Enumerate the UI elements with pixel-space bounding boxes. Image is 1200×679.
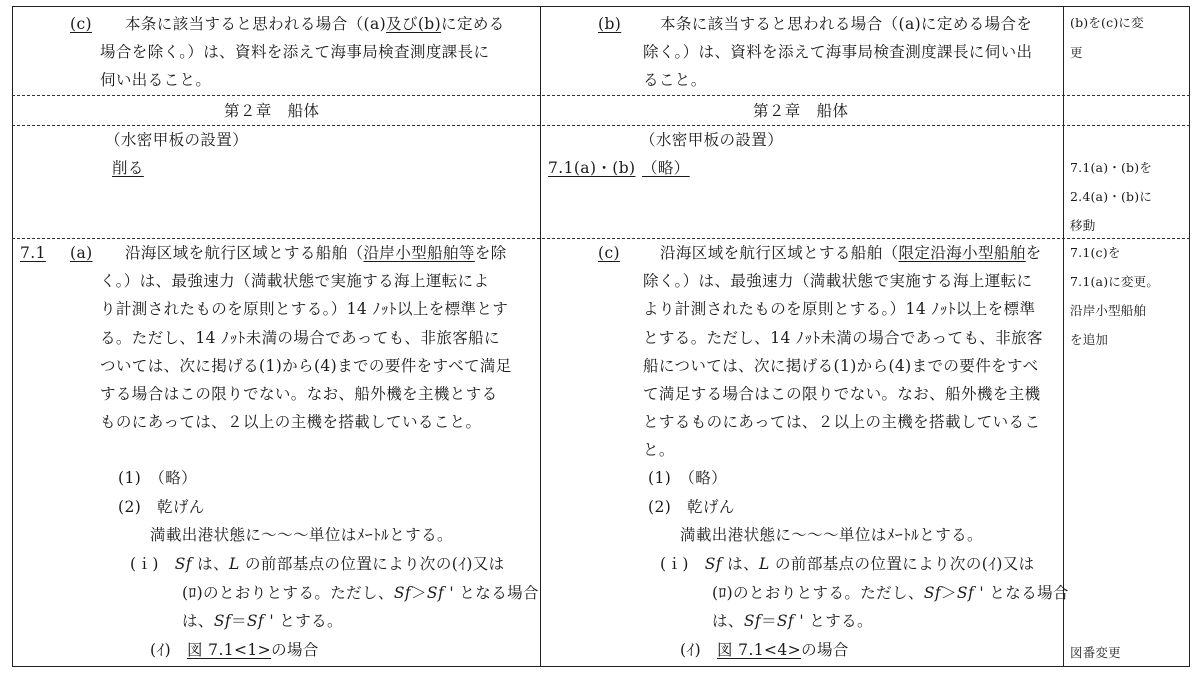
top-right-label: (b) [598, 15, 622, 33]
main-right-item-i-line3: は、Sf＝Sf ' とする。 [712, 612, 873, 630]
main-note-figure-change: 図番変更 [1070, 645, 1121, 660]
top-right-line3: ること。 [643, 71, 707, 89]
watertight-number-right: 7.1(a)・(b) [548, 159, 636, 177]
column-divider-center [540, 6, 541, 667]
row-divider-1 [12, 95, 1190, 96]
chapter-heading-left: 第２章 船体 [224, 102, 320, 120]
watertight-note-line3: 移動 [1070, 218, 1096, 233]
main-left-item1: (1) （略） [118, 469, 198, 487]
watertight-omitted-right: （略） [642, 159, 690, 177]
main-left-item-i-line2: (ﾛ)のとおりとする。ただし、Sf＞Sf ' となる場合 [182, 584, 539, 602]
top-right-line1: 本条に該当すると思われる場合（(a)に定める場合を [660, 15, 1033, 33]
main-left-item-i: (ｉ) Sf は、L の前部基点の位置により次の(ｲ)又は [130, 555, 505, 573]
main-left-item-a: (ｲ) 図 7.1<1>の場合 [150, 641, 319, 659]
main-left-line3: り計測されたものを原則とする。）14 ﾉｯﾄ以上を標準とす [100, 300, 509, 318]
main-right-line4: とする。ただし、14 ﾉｯﾄ未満の場合であっても、非旅客 [643, 329, 1043, 347]
watertight-note-line2: 2.4(a)・(b)に [1070, 189, 1153, 204]
main-left-section-number: 7.1 [20, 244, 46, 262]
main-right-line1: 沿海区域を航行区域とする船舶（限定沿海小型船舶を [660, 244, 1042, 262]
main-note-line3: 沿岸小型船舶 [1070, 303, 1147, 318]
row-divider-3 [12, 238, 1190, 239]
main-note-line4: を追加 [1070, 332, 1109, 347]
top-left-label: (c) [70, 15, 92, 33]
main-right-line2: 除く。）は、最強速力（満載状態で実施する海上運転に [643, 272, 1033, 290]
main-right-line6: て満足する場合はこの限りでない。なお、船外機を主機 [643, 385, 1041, 403]
top-left-line3: 伺い出ること。 [100, 71, 212, 89]
main-left-label: (a) [70, 244, 93, 262]
watertight-note-line1: 7.1(a)・(b)を [1070, 160, 1153, 175]
main-left-sub: 満載出港状態に～～～単位はﾒｰﾄﾙとする。 [150, 526, 453, 544]
main-left-line5: ついては、次に掲げる(1)から(4)までの要件をすべて満足 [100, 357, 512, 375]
main-right-line5: 船については、次に掲げる(1)から(4)までの要件をすべ [643, 357, 1039, 375]
main-note-line2: 7.1(a)に変更。 [1070, 274, 1160, 289]
main-right-item2: (2) 乾げん [648, 498, 735, 516]
main-right-item-i: (ｉ) Sf は、L の前部基点の位置により次の(ｲ)又は [660, 555, 1035, 573]
row-divider-2 [12, 125, 1190, 126]
main-right-item-i-line2: (ﾛ)のとおりとする。ただし、Sf＞Sf ' となる場合 [712, 584, 1069, 602]
main-left-line2: く。）は、最強速力（満載状態で実施する海上運転によ [100, 272, 490, 290]
chapter-heading-right: 第２章 船体 [753, 102, 849, 120]
main-right-item-a: (ｲ) 図 7.1<4>の場合 [680, 641, 849, 659]
top-note-line2: 更 [1070, 45, 1083, 60]
main-right-sub: 満載出港状態に～～～単位はﾒｰﾄﾙとする。 [680, 526, 983, 544]
column-divider-notes [1063, 6, 1064, 667]
main-left-item-i-line3: は、Sf＝Sf ' とする。 [182, 612, 343, 630]
main-left-line7: ものにあっては、２以上の主機を搭載していること。 [100, 413, 482, 431]
main-right-label: (c) [598, 244, 620, 262]
main-left-line1: 沿海区域を航行区域とする船舶（沿岸小型船舶等を除 [125, 244, 507, 262]
top-right-line2: 除く。）は、資料を添えて海事局検査測度課長に伺い出 [643, 43, 1033, 61]
top-left-line1: 本条に該当すると思われる場合（(a)及び(b)に定める [125, 15, 505, 33]
main-left-line4: る。ただし、14 ﾉｯﾄ未満の場合であっても、非旅客船に [100, 329, 500, 347]
top-left-line2: 場合を除く。）は、資料を添えて海事局検査測度課長に [100, 43, 490, 61]
main-right-line8: と。 [643, 441, 675, 459]
main-left-item2: (2) 乾げん [118, 498, 205, 516]
watertight-heading-right: （水密甲板の設置） [640, 131, 784, 149]
main-right-line3: より計測されたものを原則とする。）14 ﾉｯﾄ以上を標準 [643, 300, 1036, 318]
watertight-heading-left: （水密甲板の設置） [105, 131, 249, 149]
top-note-line1: (b)を(c)に変 [1070, 15, 1144, 30]
watertight-deleted-left: 削る [112, 159, 144, 177]
main-left-line6: する場合はこの限りでない。なお、船外機を主機とする [100, 385, 498, 403]
main-note-line1: 7.1(c)を [1070, 245, 1121, 260]
main-right-line7: とするものにあっては、２以上の主機を搭載しているこ [643, 413, 1041, 431]
main-right-item1: (1) （略） [648, 469, 728, 487]
